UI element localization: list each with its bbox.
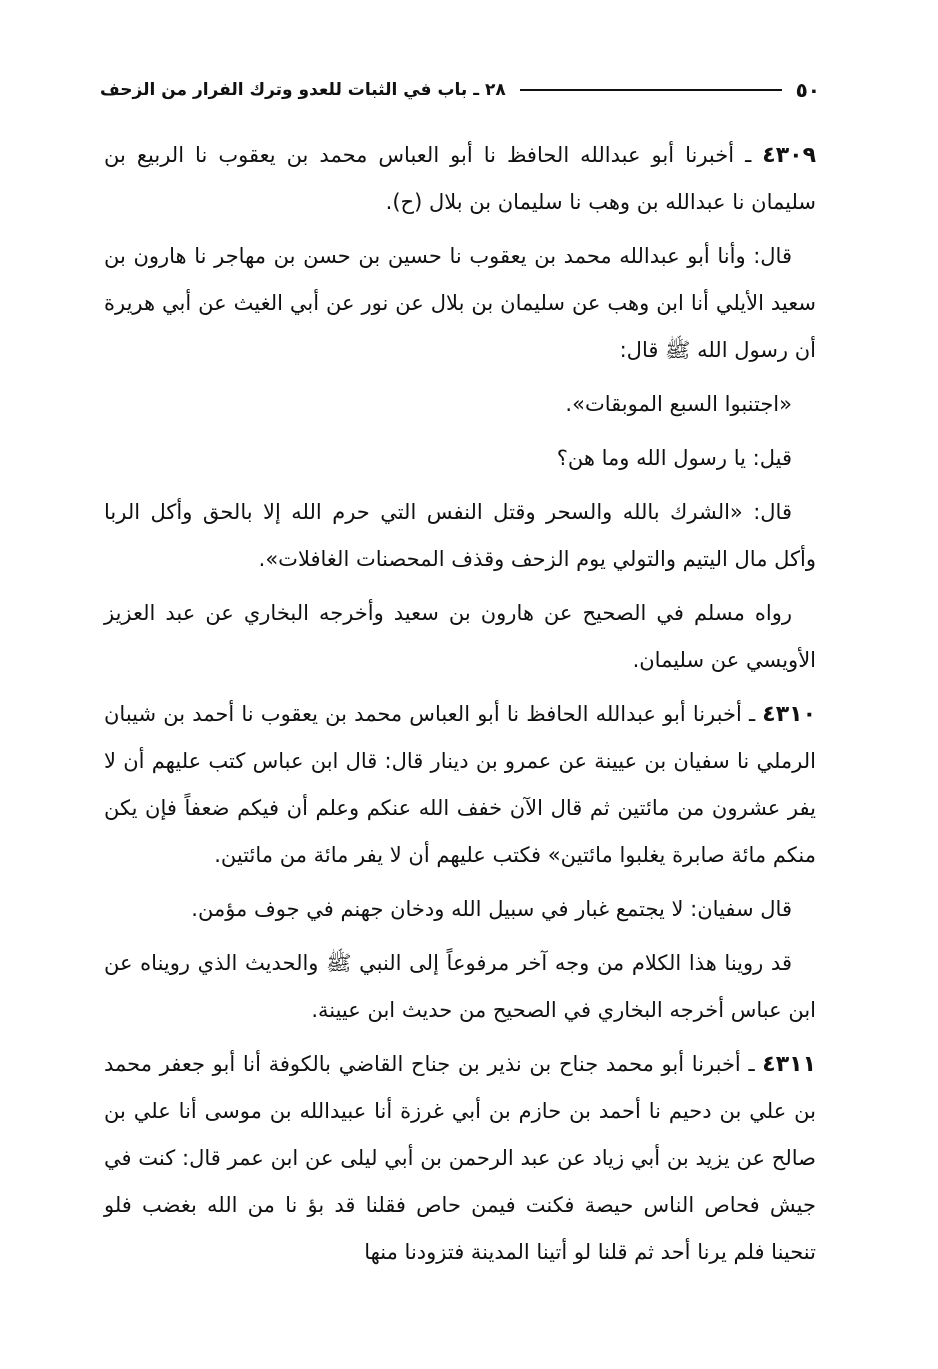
header-rule [520, 89, 782, 91]
page-number: ٥٠ [795, 78, 820, 102]
paragraph [104, 940, 816, 1034]
paragraph-text: قال: وأنا أبو عبدالله محمد بن يعقوب نا حسين بن حسن بن مهاجر نا هارون بن سعيد الأيلي أنا ابن وهب عن سليمان بن بلال عن نور عن أبي الغيث عن أبي هريرة أن رسول الله ﷺ قال: [104, 244, 816, 362]
paragraph-text: قال سفيان: لا يجتمع غبار في سبيل الله ودخان جهنم في جوف مؤمن. [191, 897, 792, 921]
paragraph [104, 886, 816, 933]
hadith-number: ٤٣١٠ [762, 702, 816, 727]
hadith-paragraph [104, 132, 816, 226]
hadith-paragraph [104, 1041, 816, 1276]
page-body [104, 132, 816, 1283]
paragraph-text: «اجتنبوا السبع الموبقات». [565, 392, 792, 416]
paragraph [104, 590, 816, 684]
chapter-title: ٢٨ ـ باب في الثبات للعدو وترك الفرار من الزحف [100, 80, 506, 100]
paragraph-text: رواه مسلم في الصحيح عن هارون بن سعيد وأخرجه البخاري عن عبد العزيز الأويسي عن سليمان. [104, 601, 816, 672]
hadith-number: ٤٣١١ [762, 1052, 816, 1077]
hadith-number: ٤٣٠٩ [762, 143, 816, 168]
page-header [100, 70, 820, 110]
paragraph [104, 233, 816, 374]
paragraph [104, 489, 816, 583]
paragraph-text: ـ أخبرنا أبو عبدالله الحافظ نا أبو العباس محمد بن يعقوب نا الربيع بن سليمان نا عبدالله بن وهب نا سليمان بن بلال (ح). [104, 143, 816, 214]
hadith-paragraph [104, 691, 816, 879]
paragraph-text: ـ أخبرنا أبو محمد جناح بن نذير بن جناح القاضي بالكوفة أنا أبو جعفر محمد بن علي بن دحيم نا أحمد بن حازم بن أبي غرزة أنا عبيدالله بن موسى أنا علي بن صالح عن يزيد بن أبي زياد عن عبد الرحمن بن أبي ليلى عن ابن عمر قال: كنت في جيش فحاص الناس حيصة فكنت فيمن حاص فقلنا قد بؤ نا من الله بغضب فلو تنحينا فلم يرنا أحد ثم قلنا لو أتينا المدينة فتزودنا منها [104, 1052, 816, 1264]
paragraph-text: قيل: يا رسول الله وما هن؟ [556, 446, 792, 470]
paragraph-text: ـ أخبرنا أبو عبدالله الحافظ نا أبو العباس محمد بن يعقوب نا أحمد بن شيبان الرملي نا سفيان بن عيينة عن عمرو بن دينار قال: قال ابن عباس كتب عليهم أن لا يفر عشرون من مائتين ثم قال الآن خفف الله عنكم وعلم أن فيكم ضعفاً فإن يكن منكم مائة صابرة يغلبوا مائتين» فكتب عليهم أن لا يفر مائة من مائتين. [104, 702, 816, 867]
paragraph-text: قد روينا هذا الكلام من وجه آخر مرفوعاً إلى النبي ﷺ والحديث الذي رويناه عن ابن عباس أخرجه البخاري في الصحيح من حديث ابن عيينة. [104, 951, 816, 1022]
paragraph-text: قال: «الشرك بالله والسحر وقتل النفس التي حرم الله إلا بالحق وأكل الربا وأكل مال اليتيم والتولي يوم الزحف وقذف المحصنات الغافلات». [104, 500, 816, 571]
paragraph [104, 435, 816, 482]
paragraph [104, 381, 816, 428]
